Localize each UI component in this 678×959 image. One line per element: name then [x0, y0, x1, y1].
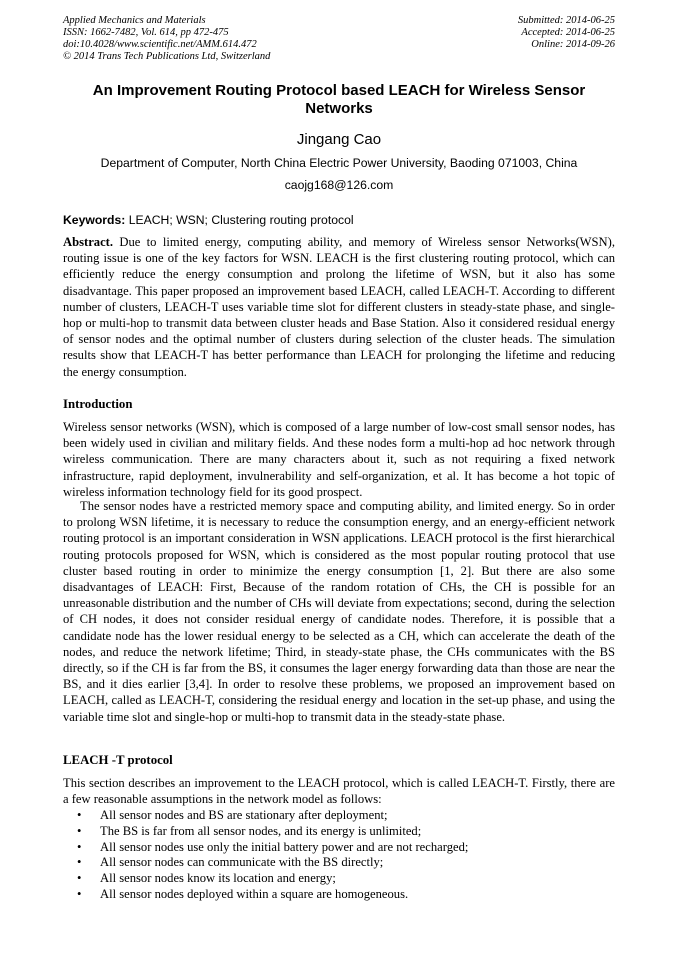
- online-date: Online: 2014-09-26: [531, 39, 615, 50]
- introduction-heading: Introduction: [63, 397, 133, 411]
- leach-t-paragraph: This section describes an improvement to the LEACH protocol, which is called LEACH-T. Firstly, there are a few reasonable assumptions in the network model as follows:: [63, 776, 615, 807]
- author-email: caojg168@126.com: [284, 178, 394, 192]
- keywords-label: Keywords:: [63, 213, 126, 227]
- abstract-text: Due to limited energy, computing ability, and memory of Wireless sensor Networks(WSN), routing issue is one of the key factors for WSN. LEACH is the first clustering routing protocol, which can efficiently reduce the energy consumption and prolong the lifetime of WSN, but it also has some disadvantage. This paper proposed an improvement based LEACH, called LEACH-T. According to different number of clusters, LEACH-T uses variable time slot for different clusters in steady-state phase, and single-hop or multi-hop to transmit data between cluster heads and Base Station. Also it considered residual energy of sensor nodes and the optimal number of clusters during selection of the cluster heads. The simulation results show that LEACH-T has better performance than LEACH for prolonging the lifetime and reducing the energy consumption.: [63, 235, 615, 379]
- bullet-icon: •: [77, 808, 82, 822]
- author-name: Jingang Cao: [296, 131, 382, 148]
- paper-title: [63, 82, 615, 118]
- journal-name: Applied Mechanics and Materials: [63, 15, 206, 26]
- journal-info: [63, 15, 270, 63]
- list-item: • All sensor nodes know its location and energy;: [77, 871, 336, 886]
- bullet-icon: •: [77, 823, 82, 838]
- list-item: • All sensor nodes can communicate with the BS directly;: [77, 855, 384, 870]
- journal-issn: ISSN: 1662-7482, Vol. 614, pp 472-475: [63, 27, 229, 38]
- bullet-icon: •: [77, 855, 82, 870]
- introduction-paragraph-2: The sensor nodes have a restricted memory space and computing ability, and limited energy. So in order to prolong WSN lifetime, it is necessary to reduce the consumption energy, and an energy-efficient network routing protocol is an important consideration in WSN applications. LEACH protocol is the first hierarchical routing protocols proposed for WSN, which is considered as the most popular routing protocol that use cluster based routing in order to minimize the energy consumption [1, 2]. But there are also some disadvantages of LEACH: First, Because of the random rotation of CHs, the CH is possible for an unreasonable distribution and the number of CHs will deviate from expectations; second, during the selection of CH nodes, it does not consider residual energy of candidate nodes. Therefore, it is possible that a candidate node has the lower residual energy to be selected as a CH, which can accelerate the death of the nodes, and reduce the network lifetime; Third, in steady-state phase, the CHs communicates with the BS directly, so if the CH is far from the BS, it consumes the lager energy forwarding data than those are near the BS, and it dies earlier [3,4]. In order to resolve these problems, we proposed an improvement based on LEACH, called as LEACH-T, considering the residual energy and location in the set-up phase, and using the variable time slot and single-hop or multi-hop to transmit data in the steady-state phase.: [63, 499, 615, 724]
- introduction-paragraph-1: Wireless sensor networks (WSN), which is composed of a large number of low-cost small sensor nodes, has been widely used in civilian and military fields. And these nodes form a multi-hop ad hoc network through wireless communication. There are many characters about it, such as not requiring a fixed network infrastructure, rapid deployment, invulnerability and self-organization, et al. It has become a hot topic of wireless information technology field for its good prospect.: [63, 420, 615, 499]
- list-item: • All sensor nodes deployed within a square are homogeneous.: [77, 886, 409, 901]
- keywords-text: LEACH; WSN; Clustering routing protocol: [128, 213, 354, 227]
- abstract-label: Abstract.: [63, 235, 114, 249]
- abstract: [63, 234, 615, 380]
- list-item: • All sensor nodes use only the initial battery power and are not recharged;: [77, 839, 469, 854]
- bullet-icon: •: [77, 886, 82, 901]
- list-item: • All sensor nodes and BS are stationary after deployment;: [77, 808, 388, 822]
- assumption-list: [63, 808, 615, 903]
- submission-dates: [518, 15, 615, 51]
- list-item: • The BS is far from all sensor nodes, and its energy is unlimited;: [77, 823, 422, 838]
- keywords: [63, 213, 615, 228]
- submitted-date: Submitted: 2014-06-25: [517, 15, 615, 26]
- author-affiliation: Department of Computer, North China Electric Power University, Baoding 071003, China: [100, 156, 578, 170]
- paper-title-line-2: Networks: [305, 100, 373, 117]
- paper-title-line-1: An Improvement Routing Protocol based LEACH for Wireless Sensor: [92, 82, 586, 99]
- bullet-icon: •: [77, 839, 82, 854]
- journal-doi: doi:10.4028/www.scientific.net/AMM.614.472: [63, 39, 257, 50]
- journal-copyright: © 2014 Trans Tech Publications Ltd, Switzerland: [63, 51, 271, 62]
- bullet-icon: •: [77, 871, 82, 886]
- accepted-date: Accepted: 2014-06-25: [521, 27, 615, 38]
- leach-t-heading: LEACH -T protocol: [63, 753, 173, 767]
